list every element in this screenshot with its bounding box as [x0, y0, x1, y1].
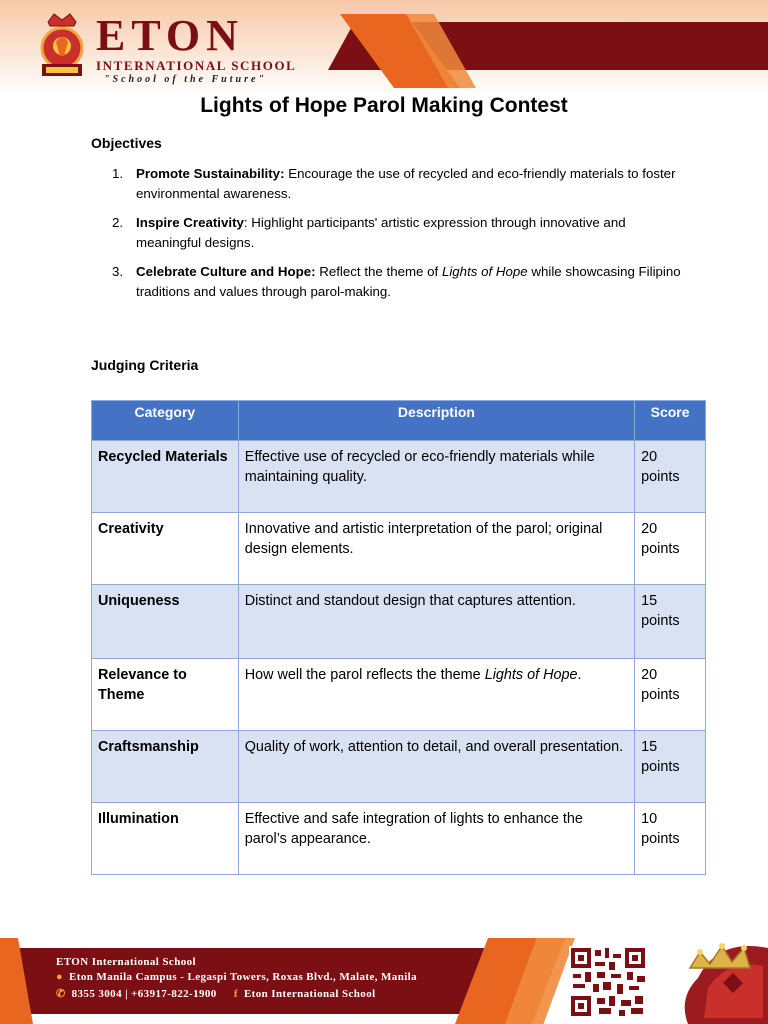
criteria-category: Craftsmanship — [92, 731, 239, 803]
criteria-description: Quality of work, attention to detail, and overall presentation. — [238, 731, 634, 803]
objective-number: 2. — [112, 215, 124, 230]
location-pin-icon: ● — [56, 971, 64, 983]
criteria-score: 15 points — [635, 731, 706, 803]
criteria-score: 20 points — [635, 659, 706, 731]
page-title: Lights of Hope Parol Making Contest — [200, 94, 568, 117]
footer-address: Eton Manila Campus - Legaspi Towers, Roxas Blvd., Malate, Manila — [69, 971, 418, 983]
footer-school-name: ETON International School — [56, 956, 196, 968]
criteria-score: 20 points — [635, 441, 706, 513]
criteria-category: Recycled Materials — [92, 441, 239, 513]
objective-title: Promote Sustainability: — [136, 166, 285, 181]
table-row — [92, 731, 706, 803]
letterhead-footer — [0, 938, 768, 1024]
criteria-description-tail: . — [577, 667, 582, 683]
objective-text: Reflect the theme of — [315, 264, 442, 279]
criteria-description — [238, 659, 634, 731]
criteria-description-italic: Lights of Hope — [484, 667, 578, 683]
criteria-description: Distinct and standout design that captures attention. — [238, 585, 634, 659]
objective-number: 1. — [112, 166, 124, 181]
table-header-row — [92, 401, 706, 441]
criteria-description: Effective and safe integration of lights to enhance the parol’s appearance. — [238, 803, 634, 875]
footer-address-line — [56, 971, 417, 983]
footer-facebook: Eton International School — [243, 988, 376, 1000]
criteria-score: 20 points — [635, 513, 706, 585]
column-header-score: Score — [635, 401, 706, 441]
school-name: ETON — [96, 11, 244, 60]
letterhead-header — [0, 0, 768, 96]
objective-title: Celebrate Culture and Hope: — [136, 264, 316, 279]
criteria-description: Innovative and artistic interpretation of the parol; original design elements. — [238, 513, 634, 585]
table-row — [92, 585, 706, 659]
criteria-category: Illumination — [92, 803, 239, 875]
objective-item — [112, 164, 692, 203]
table-row — [92, 441, 706, 513]
criteria-score: 15 points — [635, 585, 706, 659]
objective-title: Inspire Creativity — [136, 215, 244, 230]
objectives-heading: Objectives — [91, 135, 162, 151]
crown-icon — [668, 938, 768, 1024]
facebook-icon: f — [233, 988, 238, 1000]
table-row — [92, 803, 706, 875]
judging-criteria-table — [91, 400, 706, 875]
column-header-description: Description — [238, 401, 634, 441]
objective-text: : Highlight participants' artistic expression through innovative and meaningful designs. — [136, 215, 626, 250]
criteria-description: Effective use of recycled or eco-friendly materials while maintaining quality. — [238, 441, 634, 513]
criteria-score: 10 points — [635, 803, 706, 875]
school-crest-icon — [34, 12, 90, 80]
criteria-category: Relevance to Theme — [92, 659, 239, 731]
qr-code[interactable] — [569, 946, 647, 1018]
objective-number: 3. — [112, 264, 124, 279]
objective-item — [112, 213, 692, 252]
criteria-category: Uniqueness — [92, 585, 239, 659]
column-header-category: Category — [92, 401, 239, 441]
objectives-list — [112, 164, 692, 311]
table-row — [92, 513, 706, 585]
objective-theme-italic: Lights of Hope — [441, 264, 528, 279]
criteria-description-text: How well the parol reflects the theme — [244, 667, 485, 683]
footer-contact-line — [56, 987, 376, 1000]
school-tagline: "School of the Future" — [104, 74, 267, 85]
phone-icon: ✆ — [56, 988, 66, 1000]
objective-item — [112, 262, 692, 301]
objective-text: Encourage the use of recycled and eco-friendly materials to foster environmental awareness. — [136, 166, 676, 201]
objective-text-tail: while showcasing Filipino traditions and values through parol-making. — [136, 264, 681, 299]
criteria-category: Creativity — [92, 513, 239, 585]
footer-phone: 8355 3004 | +63917-822-1900 — [71, 988, 217, 1000]
table-row — [92, 659, 706, 731]
judging-heading: Judging Criteria — [91, 357, 199, 373]
school-subtitle: INTERNATIONAL SCHOOL — [96, 58, 297, 73]
